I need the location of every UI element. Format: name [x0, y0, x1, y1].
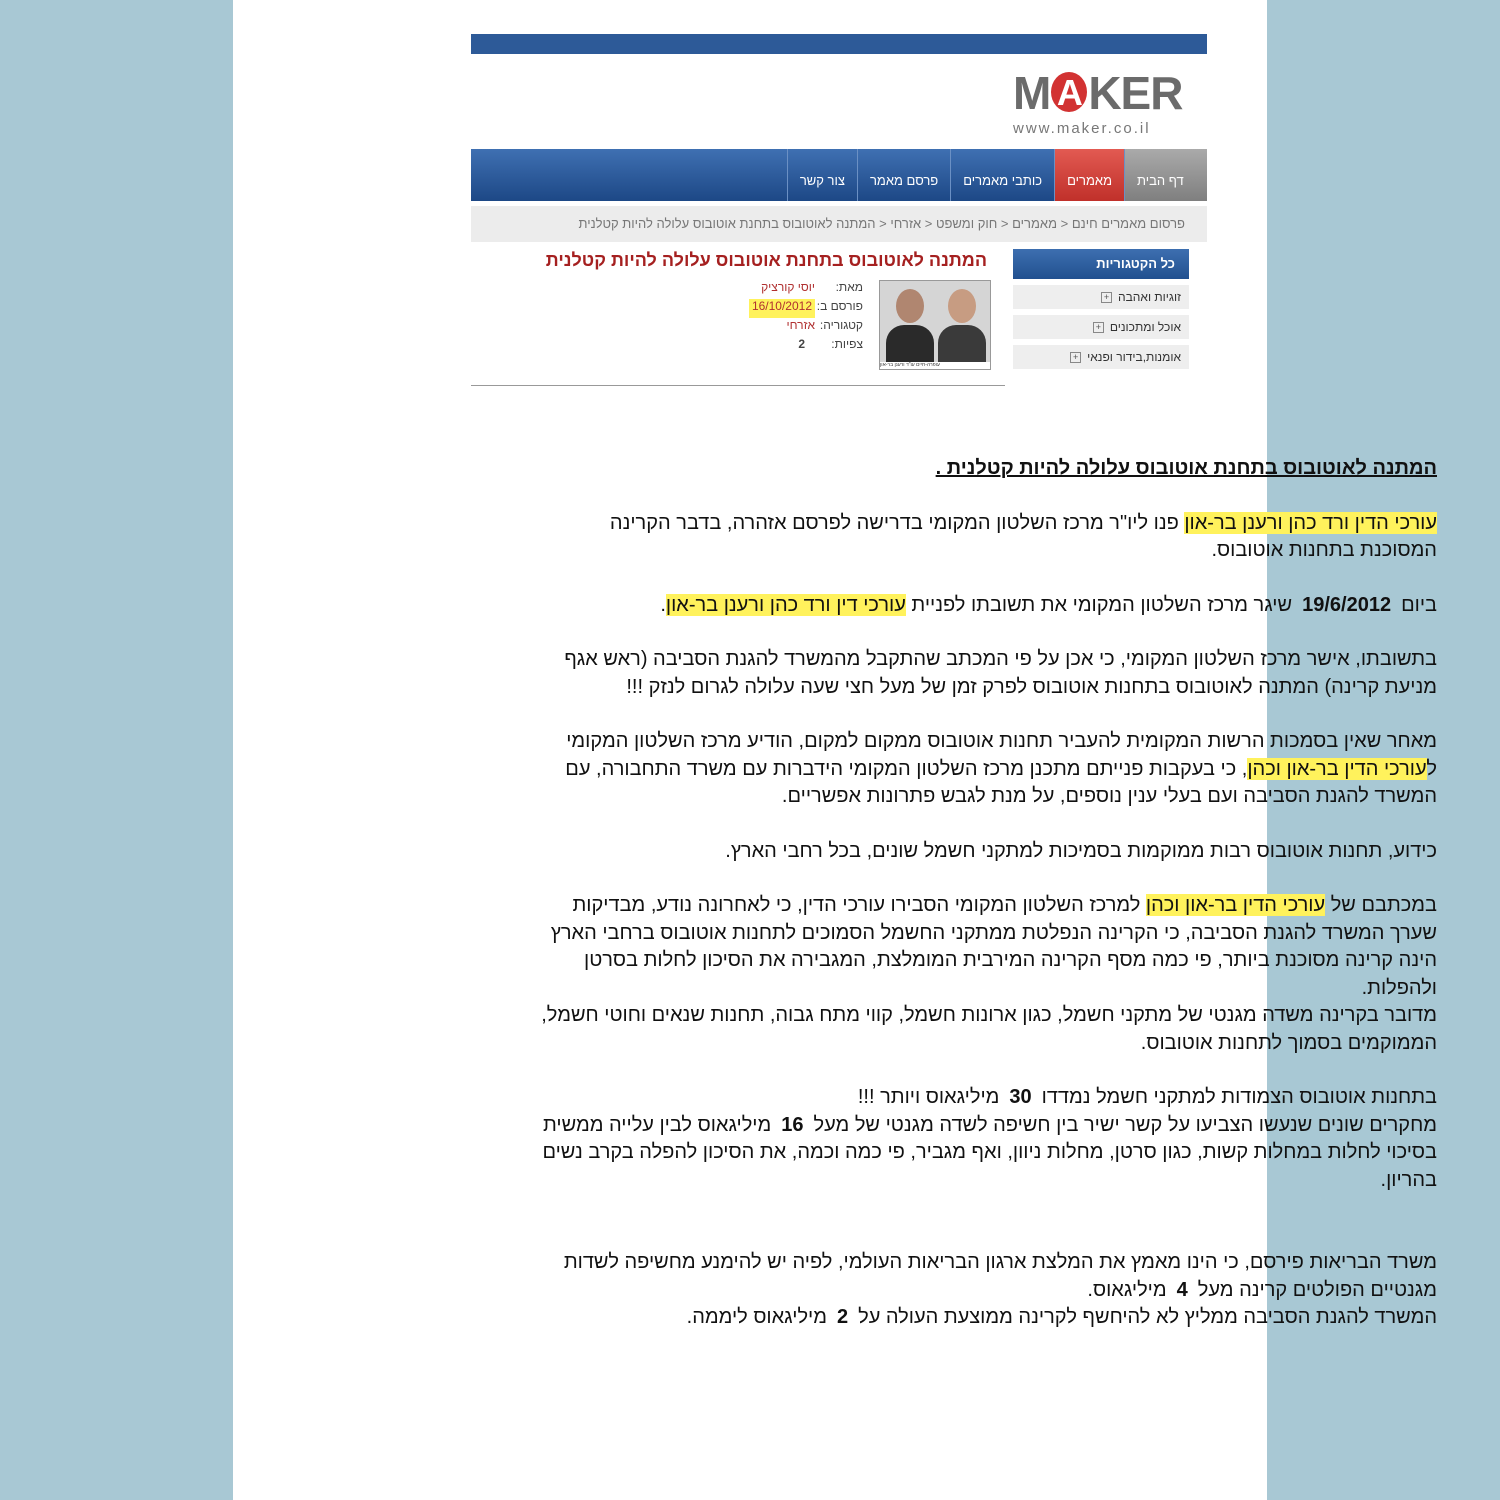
highlight: עורכי הדין בר-און וכהן — [1145, 894, 1326, 916]
paragraph: בתשובתו, אישר מרכז השלטון המקומי, כי אכן על פי המכתב שהתקבל מהמשרד להגנת הסביבה (ראש אגף מניעת קרינה) המתנה לאוטובוס בתחנות אוטובוס לפרק זמן של מעל חצי שעה עלולה לגרום לנזק !!! — [564, 648, 1437, 698]
meta-category: קטגוריה: אזרחי — [711, 318, 863, 337]
paragraph: בתחנות אוטובוס הצמודות למתקני חשמל נמדדו30מיליגאוס ויותר !!! — [857, 1086, 1437, 1108]
nav-writers[interactable]: כותבי מאמרים — [950, 149, 1054, 201]
sidebar-item-food[interactable] — [1013, 315, 1189, 339]
paragraph: במכתבם של עורכי הדין בר-און וכהן למרכז השלטון המקומי הסבירו עורכי הדין, כי לאחרונה נודע, מבדיקות שערך המשרד להגנת הסביבה, כי הקרינה הנפלטת ממתקני החשמל הסמוכים לתחנות אוטובוס ברחבי הארץ הינה קרינה מסוכנת ביותר, פי כמה מסף הקרינה המירבית המומלצת, המגבירה את הסיכון לחלות בסרטן ולהפלות. — [550, 894, 1437, 999]
website-clipping — [471, 34, 1207, 390]
meta-views: צפיות: 2 — [711, 337, 863, 356]
nav-home[interactable]: דף הבית — [1124, 149, 1207, 201]
photo-caption: עופרה-חיים עו"ד ורענן בר-און — [880, 362, 990, 369]
article-meta — [711, 280, 863, 356]
letter-heading: המתנה לאוטובוס בתחנת אוטובוס עלולה להיות קטלנית . — [935, 457, 1437, 479]
author-link[interactable]: יוסי קורציק — [761, 280, 815, 294]
paragraph: מאחר שאין בסמכות הרשות המקומית להעביר תחנות אוטובוס ממקום למקום, הודיע מרכז השלטון המקומי לעורכי הדין בר-און וכהן, כי בעקבות פנייתם מתכנן מרכז השלטון המקומי הידברות עם משרד התחבורה, עם המשרד להגנת הסביבה ועם בעלי ענין נוספים, על מנת לגבש פתרונות אפשריים. — [565, 730, 1437, 807]
plus-icon: + — [1093, 322, 1104, 333]
main-nav — [471, 149, 1207, 201]
paragraph: משרד הבריאות פירסם, כי הינו מאמץ את המלצת ארגון הבריאות העולמי, לפיה יש להימנע מחשיפה לשדות מגנטיים הפולטים קרינה מעל4מיליגאוס. — [563, 1251, 1437, 1301]
nav-articles[interactable]: מאמרים — [1054, 149, 1124, 201]
highlight: עורכי דין ורד כהן ורענן בר-און — [665, 593, 906, 616]
author-photo — [879, 280, 991, 370]
sidebar-item-label: זוגיות ואהבה — [1118, 290, 1181, 304]
sidebar-item-love[interactable] — [1013, 285, 1189, 309]
paragraph: המשרד להגנת הסביבה ממליץ לא להיחשף לקרינה ממוצעת העולה על2מיליגאוס ליממה. — [686, 1306, 1437, 1328]
plus-icon: + — [1070, 352, 1081, 363]
meta-published: פורסם ב: 16/10/2012 — [711, 299, 863, 318]
site-url: www.maker.co.il — [1013, 120, 1151, 137]
paragraph: ביום19/6/2012שיגר מרכז השלטון המקומי את תשובתו לפניית עורכי דין ורד כהן ורענן בר-און. — [660, 593, 1437, 616]
sidebar-item-label: אוכל ומתכונים — [1109, 320, 1181, 334]
highlight: עורכי הדין בר-און וכהן — [1247, 757, 1427, 780]
person-figure — [938, 289, 986, 363]
letter-body — [533, 455, 1437, 1332]
article-title: המתנה לאוטובוס בתחנת אוטובוס עלולה להיות קטלנית — [545, 250, 987, 270]
category-link[interactable]: אזרחי — [786, 318, 815, 332]
paragraph: עורכי הדין ורד כהן ורענן בר-און פנו ליו"ר מרכז השלטון המקומי בדרישה לפרסם אזהרה, בדבר הקרינה המסוכנת בתחנות אוטובוס. — [609, 511, 1437, 561]
sidebar-title[interactable]: כל הקטגוריות — [1013, 249, 1189, 279]
breadcrumb[interactable]: פרסום מאמרים חינם < מאמרים < חוק ומשפט < אזרחי < המתנה לאוטובוס בתחנת אוטובוס עלולה להיות קטלנית — [471, 206, 1207, 242]
maker-logo[interactable] — [1005, 62, 1185, 142]
sidebar-item-label: אומנות,בידור ופנאי — [1087, 350, 1181, 364]
top-bar — [471, 34, 1207, 54]
views-count: 2 — [798, 337, 805, 351]
paragraph: כידוע, תחנות אוטובוס רבות ממוקמות בסמיכות למתקני חשמל שונים, בכל רחבי הארץ. — [725, 839, 1437, 862]
nav-contact[interactable]: צור קשר — [787, 149, 857, 201]
scanned-page — [233, 0, 1437, 1500]
plus-icon: + — [1101, 292, 1112, 303]
highlight: עורכי הדין ורד כהן ורענן בר-און — [1184, 511, 1437, 534]
divider — [471, 385, 1005, 386]
date-value: 19/6/2012 — [1302, 593, 1392, 616]
paragraph: מחקרים שונים שנעשו הצביעו על קשר ישיר בין חשיפה לשדה מגנטי של מעל16מיליגאוס לבין עלייה ממשית בסיכוי לחלות במחלות קשות, כגון סרטן, מחלות ניוון, ואף מגביר, פי כמה וכמה, את הסיכון להפלה בקרב נשים בהריון. — [542, 1113, 1437, 1191]
meta-from: מאת: יוסי קורציק — [711, 280, 863, 299]
sidebar-item-art[interactable] — [1013, 345, 1189, 369]
person-figure — [886, 289, 934, 363]
publish-date: 16/10/2012 — [749, 299, 815, 318]
paragraph: מדובר בקרינה משדה מגנטי של מתקני חשמל, כגון ארונות חשמל, קווי מתח גבוה, תחנות שנאים וחוטי חשמל, הממוקמים בסמוך לתחנות אוטובוס. — [541, 1004, 1437, 1054]
logo-wordmark: M A KER — [1013, 67, 1183, 119]
categories-sidebar — [1013, 249, 1189, 369]
nav-publish[interactable]: פרסם מאמר — [857, 149, 950, 201]
